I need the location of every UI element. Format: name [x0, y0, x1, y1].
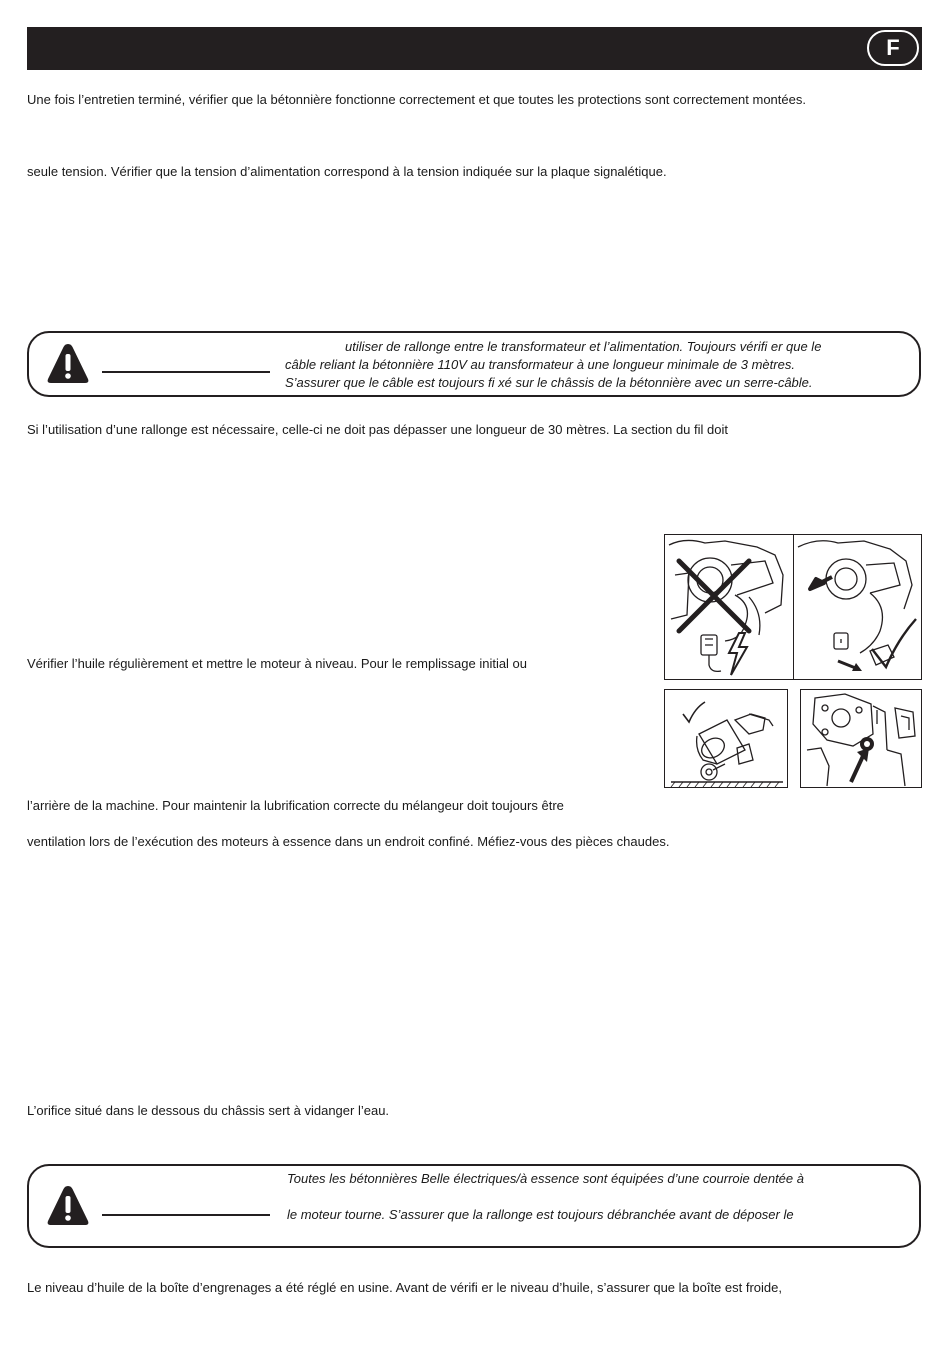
paragraph-drain-hole: L’orifice situé dans le dessous du châssis sert à vidanger l’eau. [27, 1103, 390, 1118]
figure-unplug-correct [793, 534, 922, 680]
paragraph-oil-check: Vérifier l’huile régulièrement et mettre le moteur à niveau. Pour le remplissage initial ou [27, 656, 528, 671]
warning-line: le moteur tourne. S’assurer que la rallonge est toujours débranchée avant de déposer le [287, 1207, 794, 1222]
language-badge: F [867, 30, 919, 66]
warning-heading-rule [102, 371, 270, 373]
warning-line: utiliser de rallonge entre le transformateur et l’alimentation. Toujours vérifi er que le [345, 339, 822, 354]
paragraph-gearbox-oil: Le niveau d’huile de la boîte d’engrenages a été réglé en usine. Avant de vérifi er le niveau d’huile, s’assurer que la boîte est froide, [27, 1280, 782, 1295]
warning-line: Toutes les bétonnières Belle électriques/à essence sont équipées d’une courroie dentée à [287, 1171, 804, 1186]
paragraph-extension-cable: Si l’utilisation d’une rallonge est nécessaire, celle-ci ne doit pas dépasser une longueur de 30 mètres. La section du fil doit [27, 422, 728, 437]
paragraph-voltage: seule tension. Vérifier que la tension d’alimentation correspond à la tension indiquée sur la plaque signalétique. [27, 164, 667, 179]
exclamation-triangle-icon [45, 342, 91, 386]
paragraph-maintenance-check: Une fois l’entretien terminé, vérifier que la bétonnière fonctionne correctement et que toutes les protections sont correctement montées. [27, 92, 806, 107]
warning-line: S’assurer que le câble est toujours fi xé sur le châssis de la bétonnière avec un serre-câble. [285, 375, 813, 390]
paragraph-lubrication: l’arrière de la machine. Pour maintenir la lubrification correcte du mélangeur doit toujours être [27, 798, 564, 813]
warning-box-extension [27, 331, 921, 397]
figure-mixer-tilted [664, 689, 788, 788]
check-mark-icon [683, 702, 705, 722]
exclamation-triangle-icon [45, 1184, 91, 1228]
warning-line: câble reliant la bétonnière 110V au transformateur à une longueur minimale de 3 mètres. [285, 357, 795, 372]
header-bar [27, 27, 922, 70]
warning-box-belt [27, 1164, 921, 1248]
paragraph-ventilation: ventilation lors de l’exécution des moteurs à essence dans un endroit confiné. Méfiez-vous des pièces chaudes. [27, 834, 670, 849]
warning-heading-rule [102, 1214, 270, 1216]
figure-oil-filler [800, 689, 922, 788]
check-mark-icon [872, 619, 916, 667]
figure-unplug-wrong [664, 534, 794, 680]
